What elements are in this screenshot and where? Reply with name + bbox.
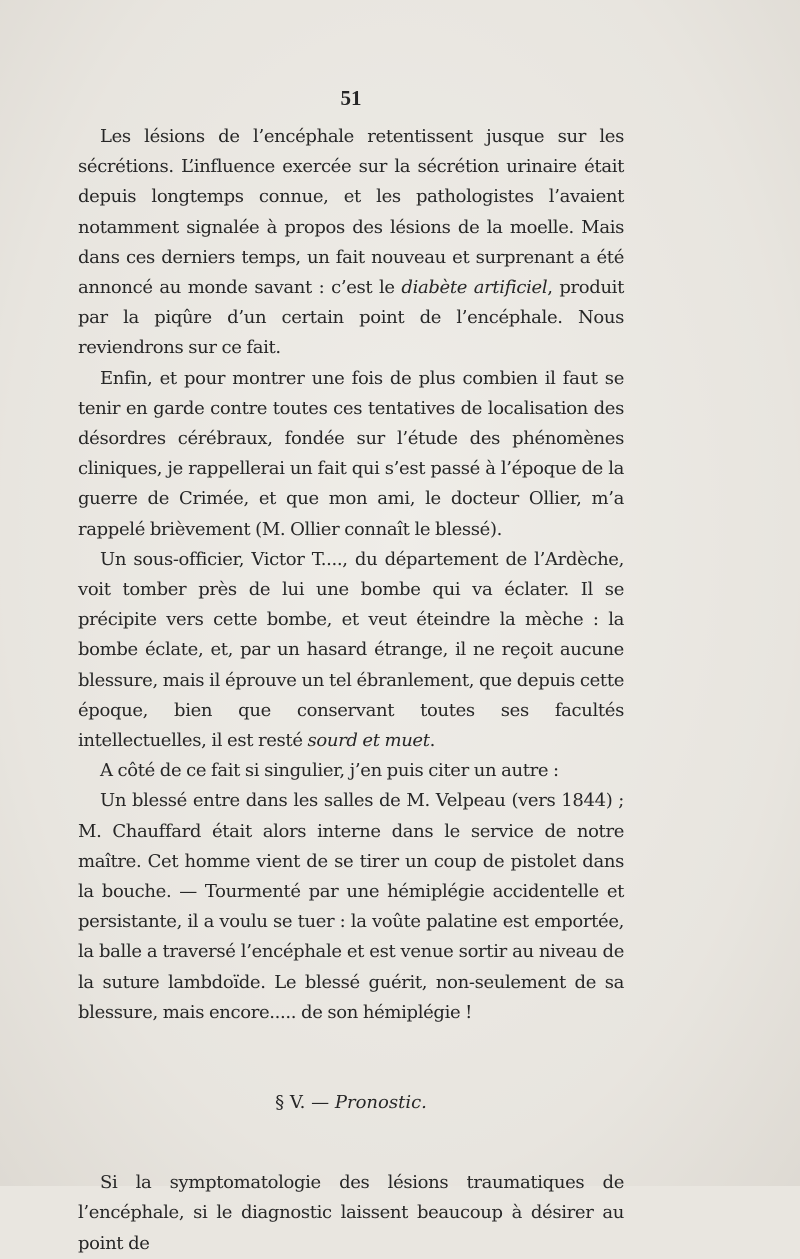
paragraph-3 xyxy=(78,545,624,756)
text-segment: Un sous-officier, Victor T...., du département de l’Ardèche, voit tomber près de lui une bombe qui va éclater. Il se précipite vers cette bombe, et veut éteindre la mèche : la bombe éclate, et, par un hasard étrange, il ne reçoit aucune blessure, mais il éprouve un tel ébranlement, que depuis cette époque, bien que conservant toutes ses facultés intellectuelles, il est resté xyxy=(78,548,624,752)
paragraph-2 xyxy=(78,364,624,545)
text-segment: Enfin, et pour montrer une fois de plus combien il faut se tenir en garde contre toutes ces tentatives de localisation des désordres cérébraux, fondée sur l’étude des phénomènes cliniques, je rappellerai un fait qui s’est passé à l’époque de la guerre de Crimée, et que mon ami, le docteur Ollier, m’a rappelé brièvement (M. Ollier connaît le blessé). xyxy=(78,367,624,540)
page-number: 51 xyxy=(340,86,362,110)
section-title: Pronostic. xyxy=(334,1092,427,1114)
paragraph-5 xyxy=(78,786,624,1028)
page-content xyxy=(78,86,624,1259)
closing-paragraph: Si la symptomatologie des lésions traumatiques de l’encéphale, si le diagnostic laissent beaucoup à désirer au point de xyxy=(78,1172,624,1254)
section-heading xyxy=(78,1088,624,1118)
italic-term-sourd-muet: sourd et muet xyxy=(307,730,430,752)
section-number: § V. — xyxy=(275,1092,335,1114)
text-segment: , produit par la piqûre d’un certain point de l’encéphale. Nous reviendrons sur ce fait. xyxy=(78,277,624,359)
text-segment: Un blessé entre dans les salles de M. Velpeau (vers 1844) ; M. Chauffard était alors interne dans le service de notre maître. Cet homme vient de se tirer un coup de pistolet dans la bouche. — Tourmenté par une hémiplégie accidentelle et persistante, il a voulu se tuer : la voûte palatine est emportée, la balle a traversé l’encéphale et est venue sortir au niveau de la suture lambdoïde. Le blessé guérit, non-seulement de sa blessure, mais encore..... de son hémiplégie ! xyxy=(78,790,624,1023)
paragraph-1 xyxy=(78,122,624,364)
spacer xyxy=(78,1118,624,1168)
italic-term-diabete: diabète artificiel xyxy=(401,277,548,299)
text-segment: Les lésions de l’encéphale retentissent jusque sur les sécrétions. L’influence exercée sur la sécrétion urinaire était depuis longtemps connue, et les pathologistes l’avaient notamment signalée à propos des lésions de la moelle. Mais dans ces derniers temps, un fait nouveau et surprenant a été annoncé au monde savant : c’est le xyxy=(78,126,624,299)
text-segment: A côté de ce fait si singulier, j’en puis citer un autre : xyxy=(100,760,559,782)
paragraph-4 xyxy=(78,756,624,786)
text-segment: . xyxy=(429,730,435,752)
